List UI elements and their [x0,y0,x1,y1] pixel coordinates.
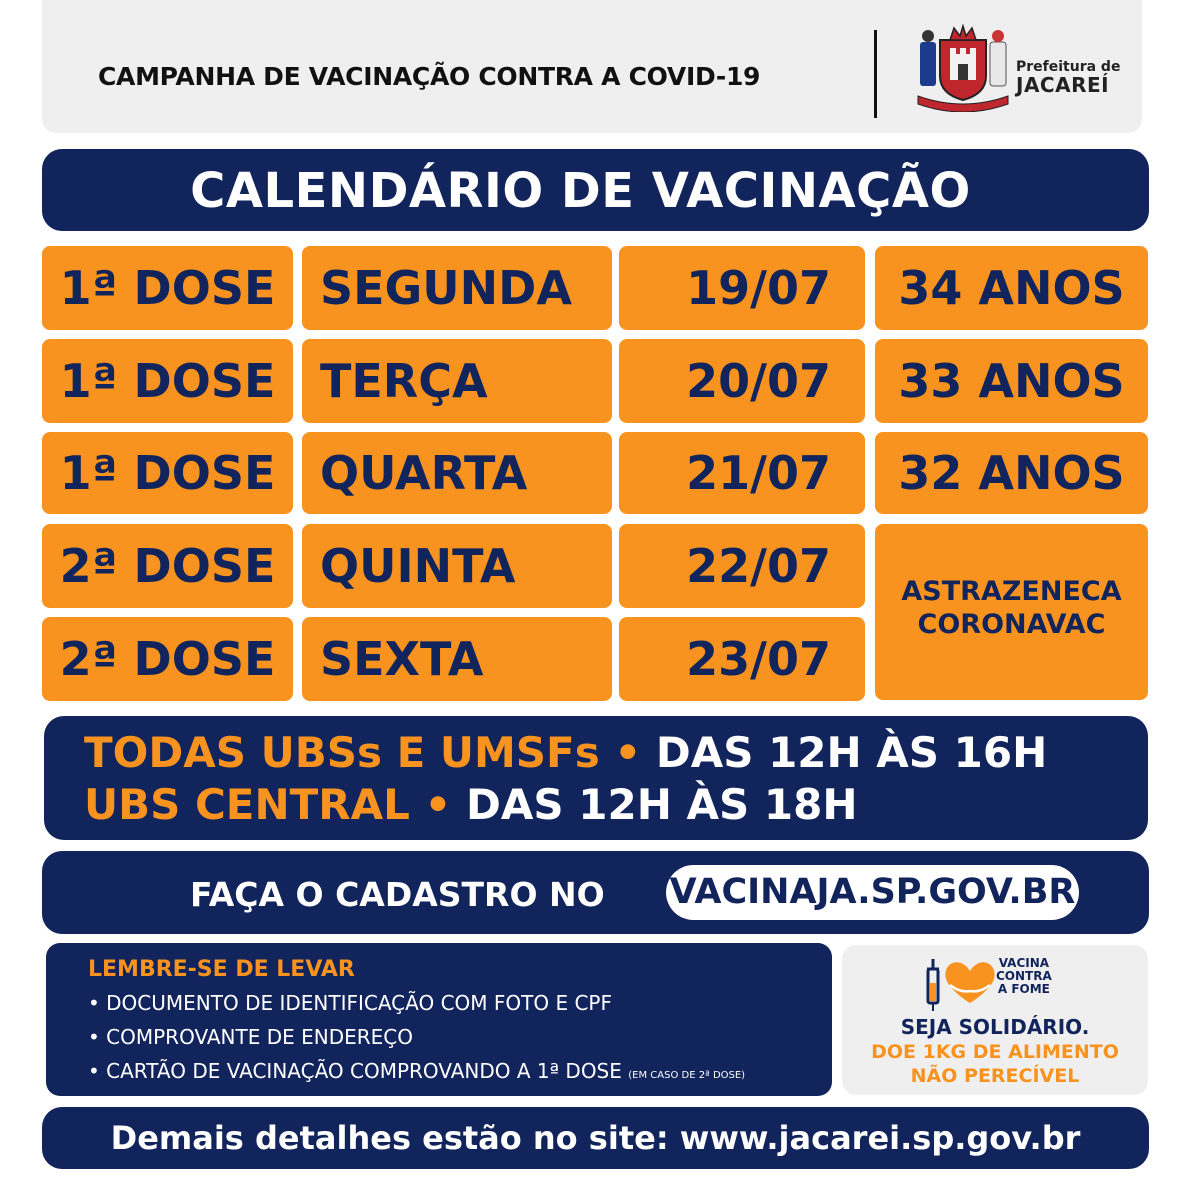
reminder-title: LEMBRE-SE DE LEVAR [88,957,355,982]
header-divider [874,30,877,118]
reminder-item-note: (EM CASO DE 2ª DOSE) [628,1070,746,1081]
day-cell [302,432,612,514]
vaccines-cell [875,524,1148,700]
date-cell [619,246,865,330]
dose-cell [42,432,293,514]
vacina-contra-fome-logo-text [996,957,1052,997]
donation-text: NÃO PERECÍVEL [910,1065,1080,1087]
jacarei-coat-of-arms-icon [914,24,1012,112]
date-cell [619,339,865,423]
bullet: • [424,780,452,829]
age-label: 34 ANOS [898,261,1125,315]
cadastro-box [42,851,1149,934]
hours-line-all-ubs [84,728,1047,777]
prefeitura-label: Prefeitura de [1016,59,1121,75]
dose-label: 1ª DOSE [59,354,276,408]
dose-cell [42,246,293,330]
location-label: TODAS UBSs E UMSFs [84,728,600,777]
logo-word: CONTRA [996,969,1052,984]
date-label: 20/07 [686,354,831,408]
dose-label: 2ª DOSE [59,539,276,593]
date-label: 23/07 [686,632,831,686]
day-cell [302,617,612,701]
day-label: SEGUNDA [320,261,572,315]
day-label: QUINTA [320,539,516,593]
date-label: 19/07 [686,261,831,315]
date-label: 21/07 [686,446,831,500]
vaccine-name: ASTRAZENECA [901,576,1122,607]
cadastro-text: FAÇA O CADASTRO NO [190,875,605,914]
solidarity-headline: SEJA SOLIDÁRIO. [900,1015,1090,1039]
age-cell [875,432,1148,514]
footer-bar [42,1107,1149,1169]
location-label: UBS CENTRAL [84,780,410,829]
dose-cell [42,617,293,701]
calendar-banner [42,149,1149,231]
reminder-item: • COMPROVANTE DE ENDEREÇO [88,1025,413,1049]
day-cell [302,524,612,608]
donation-text: DOE 1KG DE ALIMENTO [871,1041,1119,1063]
dose-label: 2ª DOSE [59,632,276,686]
hours-line-ubs-central [84,780,857,829]
date-cell [619,617,865,701]
vaccine-name: CORONAVAC [917,609,1106,640]
vacinaja-link[interactable]: VACINAJA.SP.GOV.BR [666,865,1079,920]
dose-cell [42,524,293,608]
date-cell [619,524,865,608]
city-name: JACAREÍ [1016,72,1110,97]
reminder-item: • DOCUMENTO DE IDENTIFICAÇÃO COM FOTO E CPF [88,991,612,1015]
day-label: SEXTA [320,632,484,686]
dose-label: 1ª DOSE [59,261,276,315]
day-label: QUARTA [320,446,528,500]
solidarity-box [842,945,1148,1095]
age-label: 33 ANOS [898,354,1125,408]
age-cell [875,339,1148,423]
logo-word: A FOME [997,982,1050,997]
day-cell [302,339,612,423]
age-cell [875,246,1148,330]
campaign-title: CAMPANHA DE VACINAÇÃO CONTRA A COVID-19 [98,62,761,91]
dose-label: 1ª DOSE [59,446,276,500]
reminder-box [46,943,832,1096]
age-label: 32 ANOS [898,446,1125,500]
bullet: • [614,728,642,777]
dose-cell [42,339,293,423]
footer-site-text[interactable]: Demais detalhes estão no site: www.jacarei.sp.gov.br [110,1119,1081,1157]
date-label: 22/07 [686,539,831,593]
day-cell [302,246,612,330]
calendar-title: CALENDÁRIO DE VACINAÇÃO [190,163,971,219]
reminder-item-text: • CARTÃO DE VACINAÇÃO COMPROVANDO A 1ª DOSE [88,1059,622,1083]
time-label: DAS 12H ÀS 16H [655,728,1048,777]
prefeitura-logo-text [1016,60,1120,96]
day-label: TERÇA [320,354,488,408]
date-cell [619,432,865,514]
hours-box [44,716,1148,840]
time-label: DAS 12H ÀS 18H [466,780,858,829]
reminder-item [88,1059,745,1083]
logo-word: VACINA [998,956,1050,970]
header-bar [42,0,1142,133]
